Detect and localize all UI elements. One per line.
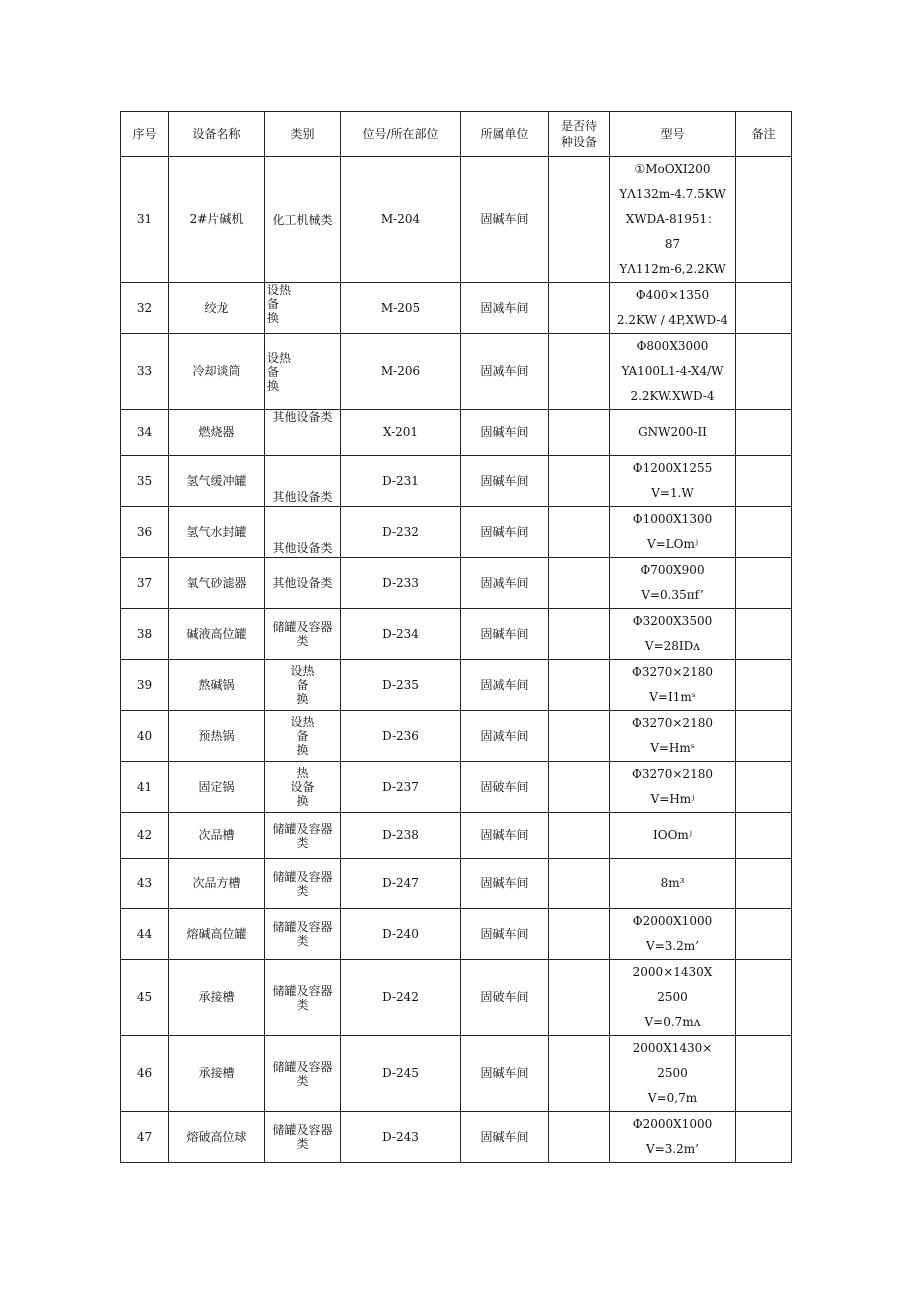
unit-cell: 固减车间 — [461, 334, 549, 410]
category-line: 换 — [296, 794, 309, 808]
category-line: 换 — [267, 311, 280, 325]
header-category: 类别 — [265, 112, 341, 157]
remark-cell — [736, 609, 792, 660]
position-cell: D-232 — [341, 507, 461, 558]
position-cell: X-201 — [341, 410, 461, 456]
position-cell: D-240 — [341, 909, 461, 960]
model-line: ①MoOXI200 — [634, 162, 711, 176]
unit-cell: 固碱车间 — [461, 859, 549, 909]
unit-cell: 固破车间 — [461, 762, 549, 813]
name-cell: 承接槽 — [169, 960, 265, 1036]
model-cell — [610, 558, 736, 609]
category-line: 换 — [296, 692, 309, 706]
unit-cell: 固碱车间 — [461, 1112, 549, 1163]
position-cell: D-231 — [341, 456, 461, 507]
position-cell: D-245 — [341, 1036, 461, 1112]
category-line: 备 — [267, 297, 280, 311]
category-line: 设热 — [290, 715, 315, 729]
remark-cell — [736, 334, 792, 410]
model-line: YΛ112m-6,2.2KW — [619, 262, 726, 276]
model-line: Φ3270×2180 — [632, 767, 713, 781]
unit-cell: 固减车间 — [461, 660, 549, 711]
model-line: V=0,7m — [647, 1091, 698, 1105]
unit-cell: 固碱车间 — [461, 507, 549, 558]
model-line: IOOmʲ — [653, 828, 692, 842]
header-remark: 备注 — [736, 112, 792, 157]
model-line: Φ3200X3500 — [632, 614, 713, 628]
name-cell: 绞龙 — [169, 283, 265, 334]
special-cell — [549, 960, 610, 1036]
name-cell: 熬碱锅 — [169, 660, 265, 711]
table-row — [121, 813, 792, 859]
category-line: 备 — [296, 678, 309, 692]
unit-cell: 固碱车间 — [461, 1036, 549, 1112]
model-cell — [610, 456, 736, 507]
special-cell — [549, 609, 610, 660]
model-cell — [610, 334, 736, 410]
special-cell — [549, 813, 610, 859]
seq-cell: 36 — [121, 507, 169, 558]
seq-cell: 35 — [121, 456, 169, 507]
category-line: 备 — [296, 729, 309, 743]
special-cell — [549, 334, 610, 410]
unit-cell: 固减车间 — [461, 711, 549, 762]
model-line: V=Hmˢ — [650, 741, 695, 755]
category-cell — [265, 334, 341, 410]
position-cell: D-234 — [341, 609, 461, 660]
category-cell — [265, 960, 341, 1036]
table-row — [121, 1036, 792, 1112]
category-cell — [265, 609, 341, 660]
category-line: 其他设备类 — [272, 490, 333, 504]
header-model: 型号 — [610, 112, 736, 157]
category-line: 其他设备类 — [272, 541, 333, 555]
table-row — [121, 157, 792, 283]
category-cell — [265, 660, 341, 711]
category-line: 储罐及容器 — [272, 620, 333, 634]
category-line: 类 — [296, 1137, 309, 1151]
position-cell: D-247 — [341, 859, 461, 909]
model-line: GNW200-II — [638, 425, 707, 439]
unit-cell: 固碱车间 — [461, 909, 549, 960]
model-cell — [610, 1112, 736, 1163]
category-line: 储罐及容器 — [272, 1123, 333, 1137]
category-line: 换 — [296, 743, 309, 757]
position-cell: M-206 — [341, 334, 461, 410]
category-line: 储罐及容器 — [272, 821, 333, 836]
seq-cell: 33 — [121, 334, 169, 410]
category-line: 化工机械类 — [272, 212, 333, 227]
remark-cell — [736, 283, 792, 334]
model-line: Φ2000X1000 — [632, 914, 713, 928]
model-line: V=0.35πf’ — [641, 588, 704, 602]
model-line: Φ3270×2180 — [632, 716, 713, 730]
table-row — [121, 410, 792, 456]
model-cell — [610, 1036, 736, 1112]
table-row — [121, 558, 792, 609]
table-row — [121, 909, 792, 960]
position-cell: M-204 — [341, 157, 461, 283]
model-line: V=1.W — [651, 486, 694, 500]
remark-cell — [736, 762, 792, 813]
category-line: 类 — [296, 835, 309, 850]
special-cell — [549, 909, 610, 960]
model-line: 2000×1430X — [632, 965, 713, 979]
remark-cell — [736, 456, 792, 507]
model-line: YΛ132m-4.7.5KW — [619, 187, 726, 201]
name-cell: 次品槽 — [169, 813, 265, 859]
name-cell: 氢气水封罐 — [169, 507, 265, 558]
model-cell — [610, 410, 736, 456]
table-row — [121, 960, 792, 1036]
model-line: Φ400×1350 — [635, 288, 710, 302]
model-cell — [610, 762, 736, 813]
category-cell — [265, 909, 341, 960]
seq-cell: 46 — [121, 1036, 169, 1112]
special-cell — [549, 410, 610, 456]
table-row — [121, 660, 792, 711]
position-cell: D-235 — [341, 660, 461, 711]
model-cell — [610, 157, 736, 283]
model-cell — [610, 660, 736, 711]
position-cell: D-243 — [341, 1112, 461, 1163]
special-cell — [549, 283, 610, 334]
model-cell — [610, 909, 736, 960]
name-cell: 碱液高位罐 — [169, 609, 265, 660]
category-cell — [265, 711, 341, 762]
model-line: YA100L1-4-X4/W — [621, 364, 724, 378]
table-row — [121, 334, 792, 410]
category-line: 换 — [267, 378, 280, 393]
category-cell — [265, 410, 341, 456]
name-cell: 氧气砂滤器 — [169, 558, 265, 609]
special-cell — [549, 762, 610, 813]
category-cell — [265, 558, 341, 609]
name-cell: 冷却谈筒 — [169, 334, 265, 410]
category-cell — [265, 859, 341, 909]
special-cell — [549, 711, 610, 762]
table-row — [121, 456, 792, 507]
category-line: 储罐及容器 — [272, 983, 333, 998]
model-cell — [610, 711, 736, 762]
seq-cell: 45 — [121, 960, 169, 1036]
unit-cell: 固碱车间 — [461, 609, 549, 660]
model-line: V=I1mˢ — [649, 690, 696, 704]
header-special — [549, 112, 610, 157]
category-line: 储罐及容器 — [272, 920, 333, 934]
special-cell — [549, 157, 610, 283]
name-cell: 次品方槽 — [169, 859, 265, 909]
model-line: 2.2KW / 4P,XWD-4 — [616, 313, 729, 327]
special-cell — [549, 507, 610, 558]
category-line: 储罐及容器 — [272, 869, 333, 884]
seq-cell: 44 — [121, 909, 169, 960]
table-row — [121, 711, 792, 762]
table-row — [121, 283, 792, 334]
name-cell: 2#片碱机 — [169, 157, 265, 283]
position-cell: D-237 — [341, 762, 461, 813]
category-cell — [265, 507, 341, 558]
name-cell: 熔碱高位罐 — [169, 909, 265, 960]
special-cell — [549, 456, 610, 507]
special-cell — [549, 1036, 610, 1112]
position-cell: M-205 — [341, 283, 461, 334]
category-cell — [265, 157, 341, 283]
seq-cell: 37 — [121, 558, 169, 609]
model-line: 2.2KW.XWD-4 — [630, 389, 715, 403]
category-line: 类 — [296, 997, 309, 1012]
table-row — [121, 507, 792, 558]
category-cell — [265, 813, 341, 859]
header-row — [121, 112, 792, 157]
category-line: 设备 — [290, 780, 315, 794]
seq-cell: 47 — [121, 1112, 169, 1163]
remark-cell — [736, 909, 792, 960]
model-line: V=LOmʲ — [646, 537, 699, 551]
seq-cell: 32 — [121, 283, 169, 334]
seq-cell: 40 — [121, 711, 169, 762]
model-line: V=Hmʲ — [650, 792, 695, 806]
header-unit: 所属单位 — [461, 112, 549, 157]
category-line: 类 — [296, 1073, 309, 1088]
category-cell — [265, 762, 341, 813]
category-line: 类 — [296, 934, 309, 948]
category-line: 类 — [296, 883, 309, 898]
model-line: Φ1200X1255 — [632, 461, 713, 475]
category-line: 备 — [267, 364, 280, 379]
model-cell — [610, 283, 736, 334]
unit-cell: 固减车间 — [461, 283, 549, 334]
remark-cell — [736, 1112, 792, 1163]
remark-cell — [736, 1036, 792, 1112]
header-special-line: 是否待 — [560, 118, 597, 133]
table-row — [121, 762, 792, 813]
equipment-table — [120, 111, 792, 1163]
model-cell — [610, 507, 736, 558]
remark-cell — [736, 813, 792, 859]
category-line: 其他设备类 — [272, 410, 333, 424]
position-cell: D-236 — [341, 711, 461, 762]
special-cell — [549, 558, 610, 609]
name-cell: 承接槽 — [169, 1036, 265, 1112]
unit-cell: 固碱车间 — [461, 456, 549, 507]
name-cell: 熔破高位球 — [169, 1112, 265, 1163]
unit-cell: 固减车间 — [461, 558, 549, 609]
category-line: 储罐及容器 — [272, 1059, 333, 1074]
seq-cell: 41 — [121, 762, 169, 813]
header-position: 位号/所在部位 — [341, 112, 461, 157]
category-line: 设热 — [267, 283, 292, 297]
model-cell — [610, 813, 736, 859]
model-line: 2500 — [657, 990, 688, 1004]
seq-cell: 42 — [121, 813, 169, 859]
special-cell — [549, 859, 610, 909]
category-cell — [265, 283, 341, 334]
model-line: Φ700X900 — [640, 563, 705, 577]
table-row — [121, 859, 792, 909]
seq-cell: 34 — [121, 410, 169, 456]
category-cell — [265, 1036, 341, 1112]
remark-cell — [736, 157, 792, 283]
category-line: 热 — [296, 766, 309, 780]
seq-cell: 31 — [121, 157, 169, 283]
unit-cell: 固破车间 — [461, 960, 549, 1036]
category-cell — [265, 456, 341, 507]
model-line: 87 — [664, 237, 681, 251]
seq-cell: 38 — [121, 609, 169, 660]
remark-cell — [736, 558, 792, 609]
model-cell — [610, 859, 736, 909]
seq-cell: 39 — [121, 660, 169, 711]
header-seq: 序号 — [121, 112, 169, 157]
model-line: V=0.7mᴧ — [644, 1015, 701, 1029]
category-line: 设热 — [290, 664, 315, 678]
table-row — [121, 609, 792, 660]
model-line: V=3.2m’ — [646, 939, 699, 953]
model-cell — [610, 609, 736, 660]
model-line: 2500 — [657, 1066, 688, 1080]
category-line: 其他设备类 — [272, 576, 333, 590]
remark-cell — [736, 859, 792, 909]
category-cell — [265, 1112, 341, 1163]
remark-cell — [736, 660, 792, 711]
name-cell: 固定锅 — [169, 762, 265, 813]
model-line: 8m³ — [660, 876, 685, 890]
model-line: V=28IDᴧ — [644, 639, 701, 653]
remark-cell — [736, 960, 792, 1036]
unit-cell: 固碱车间 — [461, 410, 549, 456]
model-line: XWDA-81951： — [625, 212, 720, 226]
remark-cell — [736, 711, 792, 762]
model-line: Φ1000X1300 — [632, 512, 713, 526]
name-cell: 氢气缓冲罐 — [169, 456, 265, 507]
model-cell — [610, 960, 736, 1036]
category-line: 类 — [296, 634, 309, 648]
table-row — [121, 1112, 792, 1163]
name-cell: 预热锅 — [169, 711, 265, 762]
special-cell — [549, 1112, 610, 1163]
header-special-line: 种设备 — [560, 135, 597, 149]
special-cell — [549, 660, 610, 711]
model-line: Φ800X3000 — [636, 339, 709, 353]
unit-cell: 固碱车间 — [461, 813, 549, 859]
category-line: 设热 — [267, 350, 292, 365]
position-cell: D-242 — [341, 960, 461, 1036]
position-cell: D-238 — [341, 813, 461, 859]
remark-cell — [736, 410, 792, 456]
model-line: Φ2000X1000 — [632, 1117, 713, 1131]
model-line: Φ3270×2180 — [632, 665, 713, 679]
seq-cell: 43 — [121, 859, 169, 909]
model-line: 2000X1430× — [632, 1041, 713, 1055]
name-cell: 燃烧器 — [169, 410, 265, 456]
header-name: 设备名称 — [169, 112, 265, 157]
remark-cell — [736, 507, 792, 558]
model-line: V=3.2m’ — [646, 1142, 699, 1156]
position-cell: D-233 — [341, 558, 461, 609]
unit-cell: 固碱车间 — [461, 157, 549, 283]
